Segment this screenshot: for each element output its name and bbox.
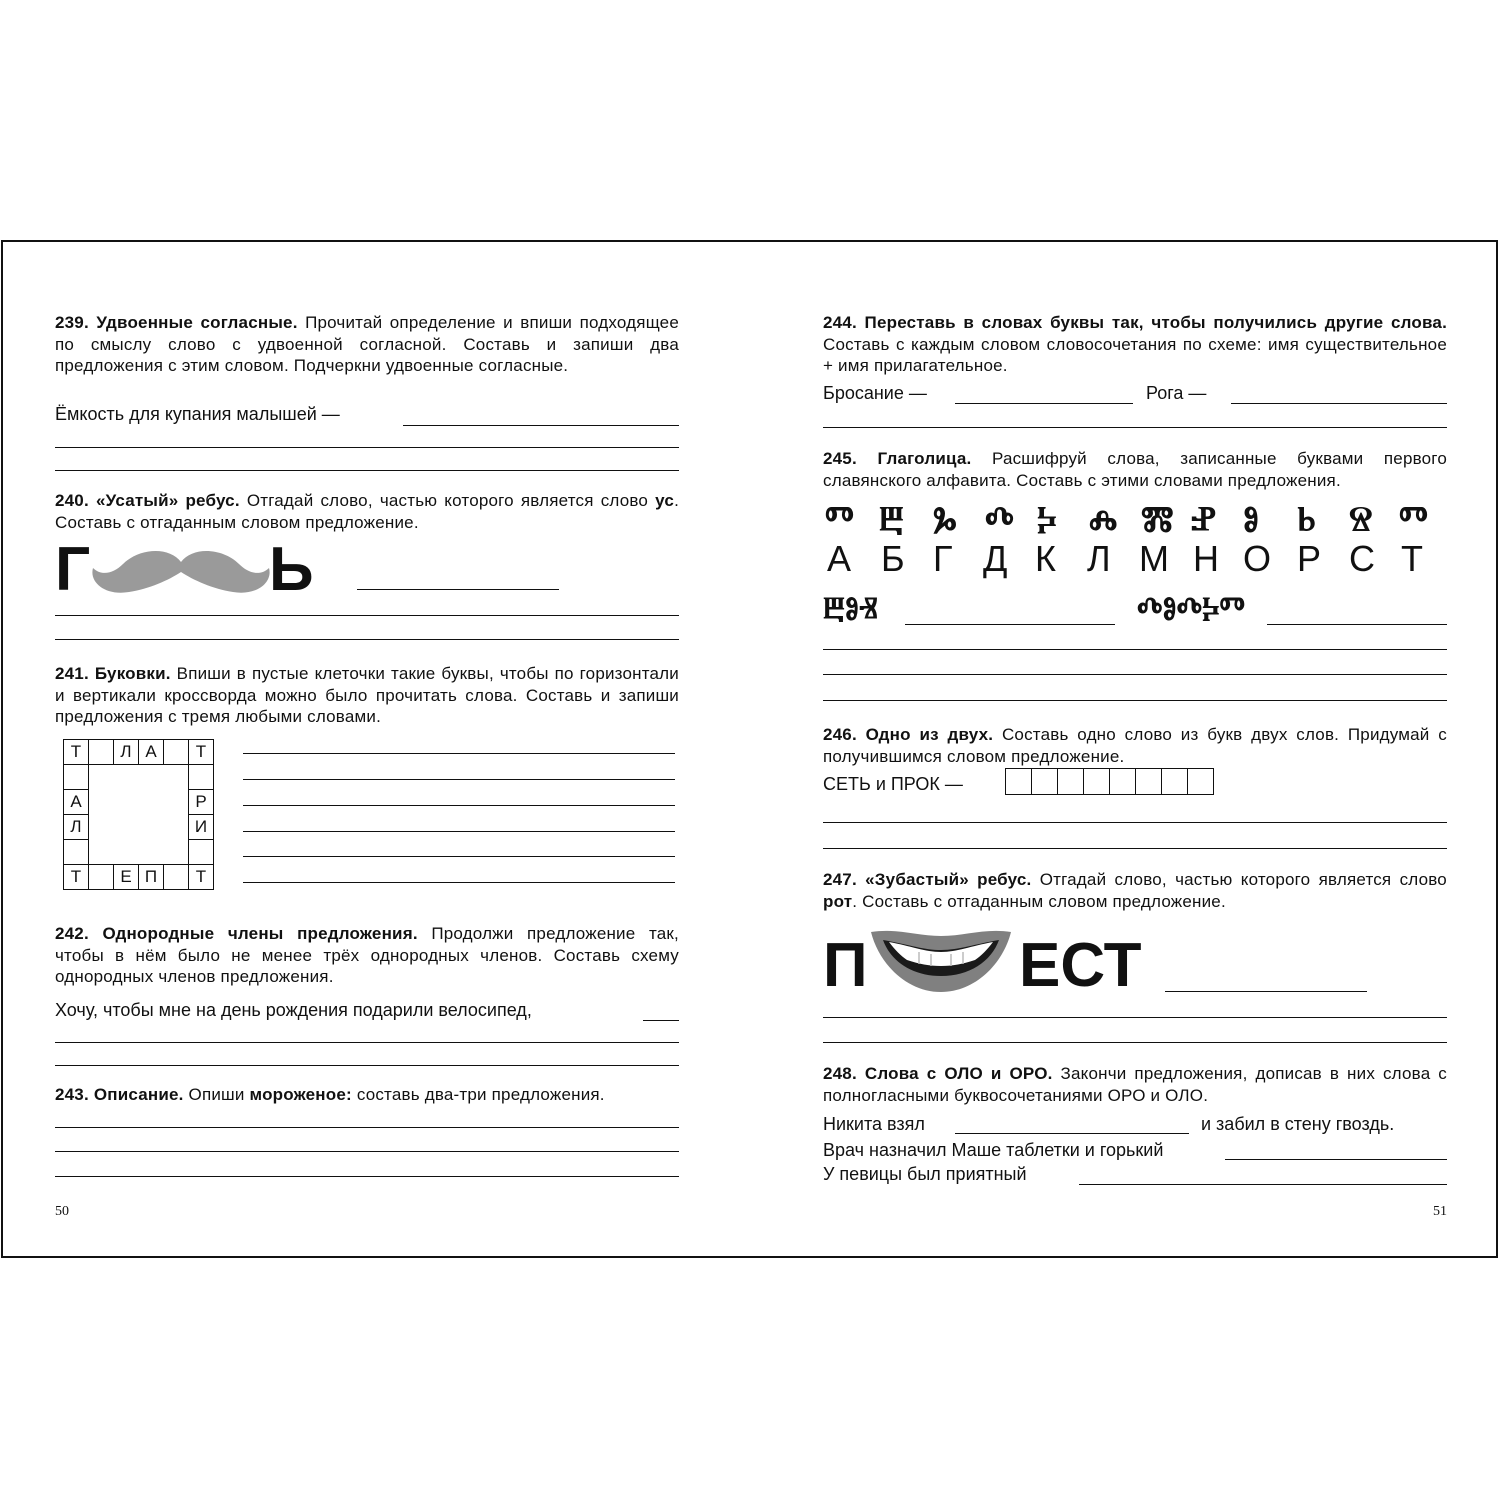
answer-line[interactable] [243,856,675,857]
cyrillic-letter: Б [881,538,905,579]
cyrillic-letter: Н [1193,538,1219,579]
crossword-cell[interactable] [164,865,189,890]
exercise-number: 248. [823,1064,857,1083]
answer-line[interactable] [905,624,1115,625]
exercise-243 [55,1084,679,1106]
crossword-cell: И [189,815,214,840]
answer-line[interactable] [55,1042,679,1043]
cyrillic-letter: К [1035,538,1056,579]
answer-line[interactable] [243,779,675,780]
answer-line[interactable] [243,753,675,754]
crossword-cell[interactable] [64,765,89,790]
answer-line[interactable] [823,822,1447,823]
glagolitic-letter: Ⰾ [1089,500,1118,538]
crossword-cell: Е [114,865,139,890]
crossword-cell[interactable] [189,765,214,790]
crossword-cell: А [139,740,164,765]
rebus-letter-left: Г [55,535,91,604]
letter-box[interactable] [1188,769,1214,795]
sentence-start: Врач назначил Маше таблетки и горький [823,1140,1164,1160]
exercise-242 [55,923,679,988]
answer-line[interactable] [403,425,679,426]
glagolitic-letter: Ⱅ [1399,500,1428,538]
cyrillic-letter: С [1349,538,1375,579]
glagolitic-letter: Ⱃ [1297,500,1316,538]
answer-line[interactable] [823,848,1447,849]
crossword-cell[interactable] [89,865,114,890]
letter-box[interactable] [1136,769,1162,795]
exercise-239 [55,312,679,377]
glagolitic-letter: Ⰴ [985,500,1014,538]
exercise-title: Глаголица. [877,449,972,468]
mouth-icon [867,924,1015,996]
exercise-text: Закончи предложения, дописав в них слова с полногласными буквосочетаниями ОРО и ОЛО. [823,1064,1447,1105]
exercise-text: Опиши [188,1085,245,1104]
exercise-number: 245. [823,449,857,468]
letter-box[interactable] [1162,769,1188,795]
crossword-cell: Т [64,865,89,890]
glagolitic-letter: Ⱅ [825,500,854,538]
glagolitic-word: ⰄⰑⰄⰍⰕ [1137,592,1245,625]
answer-line[interactable] [1267,624,1447,625]
exercise-title: Переставь в словах буквы так, чтобы получились другие слова. [864,313,1447,332]
crossword-cell[interactable] [89,740,114,765]
page-number-right: 51 [1433,1204,1447,1219]
crossword-cell[interactable] [64,840,89,865]
exercise-number: 246. [823,725,857,744]
exercise-text: Составь одно слово из букв двух слов. Придумай с получившимся словом предложение. [823,725,1447,766]
answer-line[interactable] [823,1042,1447,1043]
exercise-248 [823,1063,1447,1106]
exercise-247 [823,869,1447,912]
sentence-start: У певицы был приятный [823,1164,1027,1184]
crossword-grid [63,739,214,890]
answer-line[interactable] [823,700,1447,701]
answer-line[interactable] [823,1017,1447,1018]
crossword-cell: А [64,790,89,815]
answer-line[interactable] [1165,991,1367,992]
exercise-number: 247. [823,870,857,889]
exercise-title: Удвоенные согласные. [96,313,298,332]
cyrillic-letter: Д [983,538,1008,579]
glagolitic-letter: Ⱀ [1191,500,1217,538]
cyrillic-letter: Г [933,538,953,579]
letter-box[interactable] [1006,769,1032,795]
exercise-title: Буковки. [94,664,171,683]
cyrillic-letter: Л [1087,538,1111,579]
exercise-number: 244. [823,313,857,332]
answer-line[interactable] [1225,1159,1447,1160]
crossword-cell: Л [114,740,139,765]
prompt-word: Бросание — [823,383,927,403]
exercise-number: 240. [55,491,89,510]
exercise-title: Однородные члены предложения. [102,924,418,943]
glagolitic-letter: Ⰱ [879,500,904,538]
answer-line[interactable] [55,639,679,640]
letter-boxes [1005,768,1214,795]
book-spread [1,240,1498,1258]
letter-box[interactable] [1084,769,1110,795]
key-word: ус [655,491,675,510]
page-number-left: 50 [55,1204,69,1219]
crossword-cell: Л [64,815,89,840]
letter-box[interactable] [1058,769,1084,795]
answer-line[interactable] [955,403,1133,404]
prompt-text: СЕТЬ и ПРОК — [823,774,963,794]
exercise-title: Одно из двух. [865,725,994,744]
rebus-letter-right: Ь [269,535,314,604]
glagolitic-letter: Ⱁ [1243,500,1259,538]
cyrillic-letter: Р [1297,538,1322,579]
glagolitic-letter: Ⰽ [1037,500,1057,538]
cyrillic-letter: А [827,538,852,579]
key-word: мороженое: [249,1085,352,1104]
rebus-letter-left: П [823,931,868,1000]
exercise-text: Расшифруй слова, записанные буквами первого славянского алфавита. Составь с этими словами предложения. [823,449,1447,490]
exercise-text: составь два-три предложения. [356,1085,605,1104]
answer-line[interactable] [643,1020,679,1021]
exercise-text: Составь с каждым словом словосочетания по схеме: имя существительное + имя прилагательное. [823,334,1447,375]
exercise-244 [823,312,1447,377]
answer-line[interactable] [1079,1184,1447,1185]
answer-line[interactable] [55,470,679,471]
exercise-240 [55,490,679,533]
answer-line[interactable] [243,805,675,806]
exercise-title: «Зубастый» ребус. [865,870,1032,889]
answer-line[interactable] [55,1176,679,1177]
answer-line[interactable] [243,882,675,883]
exercise-number: 239. [55,313,89,332]
answer-line[interactable] [1231,403,1447,404]
answer-line[interactable] [955,1133,1189,1134]
prompt-text: Ёмкость для купания малышей — [55,404,340,424]
answer-line[interactable] [55,1151,679,1152]
exercise-241 [55,663,679,728]
sentence-start: Никита взял [823,1114,925,1134]
exercise-text: Продолжи предложение так, чтобы в нём было не менее трёх однородных членов. Составь схему однородных членов предложения. [55,924,679,986]
prompt-text: Хочу, чтобы мне на день рождения подарили велосипед, [55,1000,532,1020]
crossword-cell: Т [189,865,214,890]
answer-line[interactable] [823,649,1447,650]
answer-line[interactable] [823,427,1447,428]
answer-line[interactable] [55,1065,679,1066]
exercise-title: «Усатый» ребус. [95,491,240,510]
answer-line[interactable] [55,615,679,616]
letter-box[interactable] [1110,769,1136,795]
cyrillic-letter: О [1243,538,1272,579]
glagolitic-letter: Ⱄ [1349,500,1373,538]
exercise-text: . Составь с отгаданным словом предложение. [852,891,1226,911]
exercise-title: Описание. [93,1085,184,1104]
glagolitic-letter: Ⰿ [1141,500,1174,538]
sentence-end: и забил в стену гвоздь. [1201,1114,1395,1134]
rebus-letters-right: ЕСТ [1019,931,1142,1000]
exercise-title: Слова с ОЛО и ОРО. [864,1064,1053,1083]
letter-box[interactable] [1032,769,1058,795]
exercise-number: 242. [55,924,89,943]
crossword-cell[interactable] [164,740,189,765]
exercise-text: Отгадай слово, частью которого является слово [1039,870,1447,889]
crossword-cell: Т [64,740,89,765]
answer-line[interactable] [55,1127,679,1128]
exercise-246 [823,724,1447,767]
answer-line[interactable] [243,831,675,832]
crossword-cell: Т [189,740,214,765]
cyrillic-letter: М [1139,538,1169,579]
answer-line[interactable] [357,589,559,590]
cyrillic-letter: Т [1401,538,1423,579]
glagolitic-word: ⰁⰑⰠ [823,592,878,625]
mustache-icon [89,542,273,598]
prompt-word: Рога — [1146,383,1207,403]
exercise-text: Впиши в пустые клеточки такие буквы, чтобы по горизонтали и вертикали кроссворда можно было прочитать слова. Составь и запиши предложения с тремя любыми словами. [55,664,679,726]
exercise-text: . Составь с отгаданным словом предложение. [55,491,679,532]
exercise-number: 241. [55,664,89,683]
answer-line[interactable] [55,447,679,448]
key-word: рот [823,891,853,911]
exercise-text: Прочитай определение и впиши подходящее по смыслу слово с удвоенной согласной. Составь и запиши два предложения с этим словом. Подчеркни удвоенные согласные. [55,313,679,375]
glagolitic-letter: Ⰳ [933,500,957,538]
exercise-245 [823,448,1447,491]
crossword-cell: Р [189,790,214,815]
exercise-number: 243. [55,1085,89,1104]
crossword-cell[interactable] [189,840,214,865]
exercise-text: Отгадай слово, частью которого является слово [246,491,649,510]
crossword-cell: П [139,865,164,890]
answer-line[interactable] [823,674,1447,675]
